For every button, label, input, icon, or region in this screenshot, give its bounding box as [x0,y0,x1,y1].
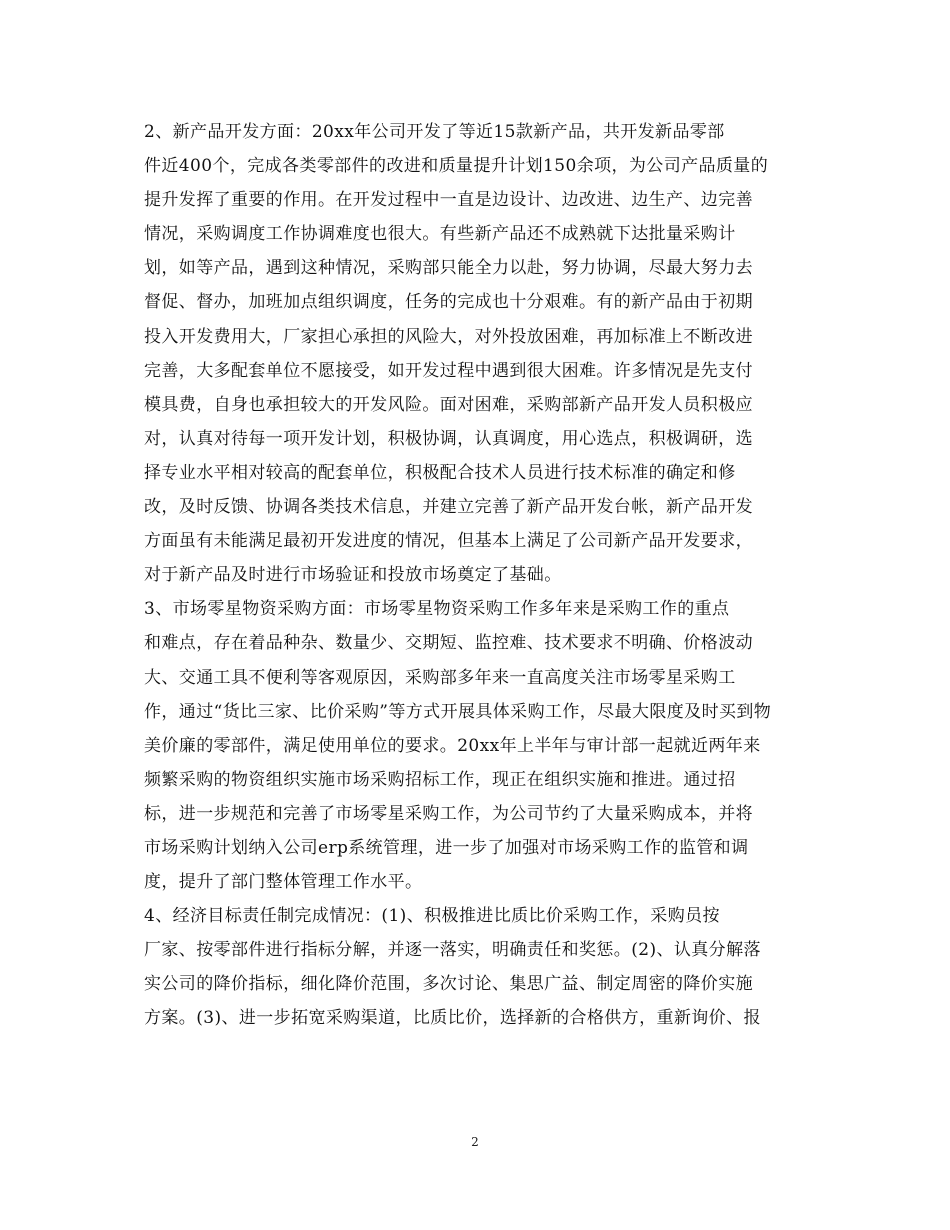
document-body [144,115,812,1036]
page-number: 2 [471,1135,479,1149]
paragraph-economic-target-responsibility: 4、经济目标责任制完成情况：(1)、积极推进比质比价采购工作，采购员按 厂家、按零部件进行指标分解，并逐一落实，明确责任和奖惩。(2)、认真分解落 实公司的降价指标，细化降价范围，多次讨论、集思广益、制定周密的降价实施 方案。(3)、进一步拓宽采购渠道，比质比价，选择新的合格供方，重新询价、报 [144,906,761,1029]
paragraph-market-sporadic-procurement: 3、市场零星物资采购方面：市场零星物资采购工作多年来是采购工作的重点 和难点，存在着品种杂、数量少、交期短、监控难、技术要求不明确、价格波动 大、交通工具不便利等客观原因，采购部多年来一直高度关注市场零星采购工 作，通过“货比三家、比价采购”等方式开展具体采购工作，尽最大限度及时买到物 美价廉的零部件，满足使用单位的要求。20xx年上半年与审计部一起就近两年来 频繁采购的物资组织实施市场采购招标工作，现正在组织实施和推进。通过招 标，进一步规范和完善了市场零星采购工作，为公司节约了大量采购成本，并将 市场采购计划纳入公司erp系统管理，进一步了加强对市场采购工作的监管和调 度，提升了部门整体管理工作水平。 [144,599,772,893]
paragraph-new-product-development: 2、新产品开发方面：20xx年公司开发了等近15款新产品，共开发新品零部 件近400个，完成各类零部件的改进和质量提升计划150余项，为公司产品质量的 提升发挥了重要的作用。在开发过程中一直是边设计、边改进、边生产、边完善 情况，采购调度工作协调难度也很大。有些新产品还不成熟就下达批量采购计 划，如等产品，遇到这种情况，采购部只能全力以赴，努力协调，尽最大努力去 督促、督办，加班加点组织调度，任务的完成也十分艰难。有的新产品由于初期 投入开发费用大，厂家担心承担的风险大，对外投放困难，再加标准上不断改进 完善，大多配套单位不愿接受，如开发过程中遇到很大困难。许多情况是先支付 模具费，自身也承担较大的开发风险。面对困难，采购部新产品开发人员积极应 对，认真对待每一项开发计划，积极协调，认真调度，用心选点，积极调研，选 择专业水平相对较高的配套单位，积极配合技术人员进行技术标准的确定和修 改，及时反馈、协调各类技术信息，并建立完善了新产品开发台帐，新产品开发 方面虽有未能满足最初开发进度的情况，但基本上满足了公司新产品开发要求， 对于新产品及时进行市场验证和投放市场奠定了基础。 [144,122,769,586]
